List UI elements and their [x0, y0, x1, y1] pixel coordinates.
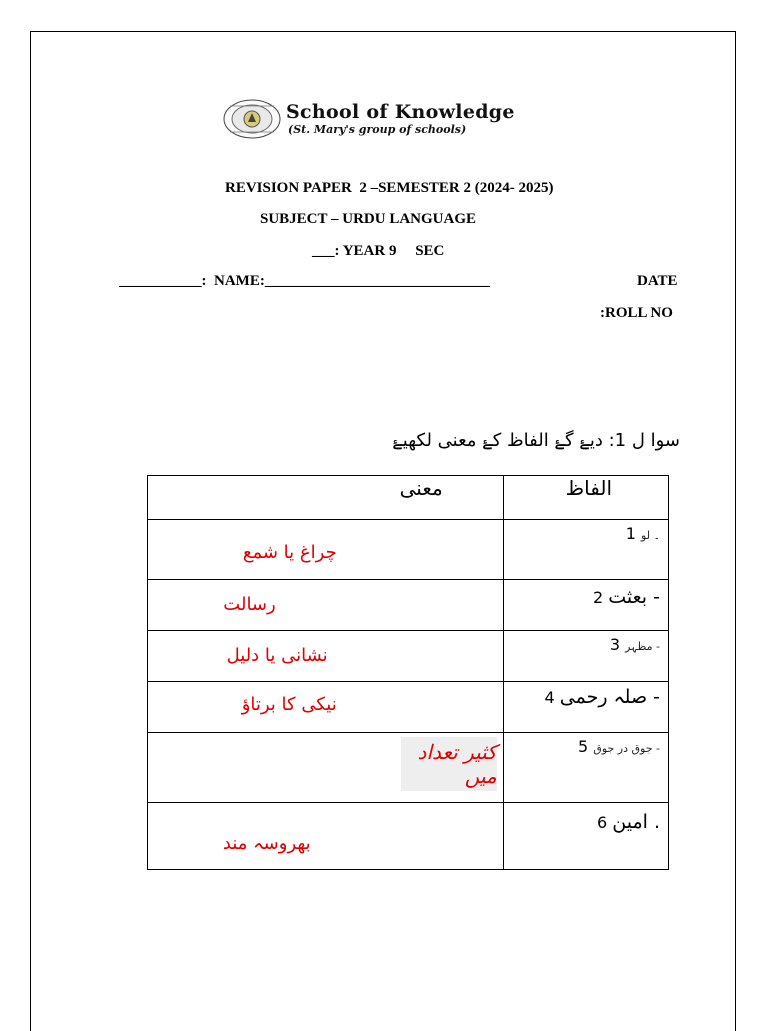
subject-line: SUBJECT – URDU LANGUAGE: [260, 211, 477, 227]
word-number-6: 6: [596, 813, 608, 832]
meaning-column-header: معنی: [148, 476, 504, 520]
word-number-1: 1: [625, 524, 636, 543]
word-5: - جوق در جوق: [593, 742, 660, 755]
word-number-5: 5: [578, 737, 589, 756]
table-row: [148, 631, 669, 682]
year-section-line: ___: YEAR 9 SEC: [312, 243, 445, 259]
words-column-header: الفاظ: [503, 476, 668, 520]
handwritten-answer-5: [401, 737, 497, 791]
school-name: School of Knowledge: [286, 101, 515, 123]
word-number-3: 3: [609, 635, 620, 654]
school-header: [222, 98, 515, 140]
word-number-4: 4: [544, 688, 555, 707]
question-1: سوا ل 1: دیۓ گۓ الفاظ کۓ معنی لکھیۓ: [392, 430, 680, 451]
word-number-2: 2: [592, 588, 604, 607]
answer-3: نشانی یا دلیل: [226, 645, 328, 666]
table-row: [148, 733, 669, 803]
date-label: DATE: [637, 273, 678, 289]
answer-1: چراغ یا شمع: [242, 542, 337, 563]
table-row: [148, 682, 669, 733]
vocabulary-table: [147, 475, 669, 870]
answer-4: نیکی کا برتاؤ: [241, 694, 337, 715]
word-4: - صلہ رحمی: [559, 686, 660, 708]
answer-5: کثیر تعداد میں: [417, 740, 497, 788]
table-row: [148, 520, 669, 580]
table-header-row: [148, 476, 669, 520]
word-1: ۔ لو: [641, 529, 660, 542]
word-2: - بعثت: [608, 586, 660, 608]
school-subtitle: (St. Mary's group of schools): [288, 123, 467, 136]
paper-title: REVISION PAPER 2 –SEMESTER 2 (2024- 2025): [225, 180, 554, 196]
school-crest-icon: [222, 98, 282, 140]
answer-6: بھروسہ مند: [222, 833, 311, 854]
table-row: [148, 580, 669, 631]
roll-no-label: :ROLL NO: [600, 305, 673, 321]
answer-2: رسالت: [223, 594, 276, 615]
word-3: - مظہر: [625, 640, 660, 653]
name-line: ___________: NAME:______________________________: [119, 273, 490, 289]
word-6: . امین: [612, 811, 660, 833]
table-row: [148, 803, 669, 870]
